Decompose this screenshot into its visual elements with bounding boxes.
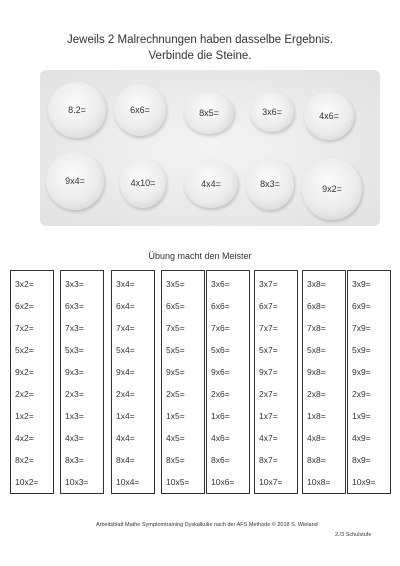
exercise-cell: 1x7= xyxy=(259,411,278,421)
stone-label: 4x10= xyxy=(130,178,156,188)
stone xyxy=(184,160,238,208)
exercise-cell: 4x9= xyxy=(352,433,371,443)
exercise-cell: 7x2= xyxy=(15,323,34,333)
exercise-cell: 6x9= xyxy=(352,301,371,311)
exercise-cell: 2x2= xyxy=(15,389,34,399)
exercise-cell: 7x4= xyxy=(116,323,135,333)
exercise-cell: 2x4= xyxy=(116,389,135,399)
exercise-cell: 3x5= xyxy=(166,279,185,289)
exercise-cell: 6x6= xyxy=(211,301,230,311)
exercise-cell: 2x9= xyxy=(352,389,371,399)
stone-label: 4x6= xyxy=(319,111,339,121)
exercise-cell: 10x5= xyxy=(166,477,190,487)
stone-label: 3x6= xyxy=(262,107,282,117)
exercise-cell: 9x4= xyxy=(116,367,135,377)
exercise-cell: 3x9= xyxy=(352,279,371,289)
exercise-cell: 5x7= xyxy=(259,345,278,355)
exercise-cell: 1x4= xyxy=(116,411,135,421)
exercise-cell: 10x6= xyxy=(211,477,235,487)
exercise-cell: 2x3= xyxy=(65,389,84,399)
practice-title: Übung macht den Meister xyxy=(148,251,252,261)
exercise-cell: 7x8= xyxy=(307,323,326,333)
exercise-cell: 7x7= xyxy=(259,323,278,333)
exercise-cell: 3x3= xyxy=(65,279,84,289)
exercise-cell: 8x6= xyxy=(211,455,230,465)
exercise-cell: 3x2= xyxy=(15,279,34,289)
exercise-cell: 9x3= xyxy=(65,367,84,377)
exercise-cell: 7x5= xyxy=(166,323,185,333)
exercise-cell: 3x4= xyxy=(116,279,135,289)
exercise-cell: 3x7= xyxy=(259,279,278,289)
exercise-cell: 8x3= xyxy=(65,455,84,465)
exercise-cell: 4x3= xyxy=(65,433,84,443)
exercise-column xyxy=(302,270,346,494)
stone xyxy=(48,82,106,138)
exercise-cell: 4x2= xyxy=(15,433,34,443)
exercise-cell: 1x5= xyxy=(166,411,185,421)
exercise-cell: 5x3= xyxy=(65,345,84,355)
exercise-cell: 8x8= xyxy=(307,455,326,465)
exercise-cell: 1x6= xyxy=(211,411,230,421)
exercise-cell: 6x7= xyxy=(259,301,278,311)
exercise-cell: 9x6= xyxy=(211,367,230,377)
exercise-cell: 10x4= xyxy=(116,477,140,487)
exercise-cell: 5x9= xyxy=(352,345,371,355)
exercise-cell: 2x5= xyxy=(166,389,185,399)
exercise-column xyxy=(206,270,250,494)
stone-label: 9x2= xyxy=(322,184,342,194)
stone-label: 8x3= xyxy=(260,179,280,189)
exercise-cell: 9x9= xyxy=(352,367,371,377)
exercise-cell: 4x5= xyxy=(166,433,185,443)
stone xyxy=(184,92,234,134)
exercise-cell: 6x3= xyxy=(65,301,84,311)
exercise-cell: 2x8= xyxy=(307,389,326,399)
exercise-cell: 9x8= xyxy=(307,367,326,377)
exercise-cell: 10x3= xyxy=(65,477,89,487)
exercise-cell: 1x2= xyxy=(15,411,34,421)
footer-credit: Arbeitsblatt Mathe Symptomtraining Dyskalkulie nach der AFS Methode © 2018 S. Wieland xyxy=(96,522,318,528)
exercise-cell: 8x9= xyxy=(352,455,371,465)
exercise-cell: 10x2= xyxy=(15,477,39,487)
exercise-cell: 7x6= xyxy=(211,323,230,333)
stone xyxy=(302,158,362,220)
stone xyxy=(304,92,354,140)
stone xyxy=(114,84,166,136)
exercise-cell: 7x9= xyxy=(352,323,371,333)
exercise-cell: 9x7= xyxy=(259,367,278,377)
stone xyxy=(46,152,104,210)
exercise-cell: 9x5= xyxy=(166,367,185,377)
exercise-cell: 1x3= xyxy=(65,411,84,421)
exercise-cell: 3x8= xyxy=(307,279,326,289)
stone xyxy=(250,92,294,132)
exercise-cell: 4x8= xyxy=(307,433,326,443)
stone xyxy=(120,158,166,208)
stones-photo xyxy=(40,70,380,226)
exercise-cell: 10x7= xyxy=(259,477,283,487)
exercise-cell: 2x6= xyxy=(211,389,230,399)
footer-grade: 2./3 Schulstufe xyxy=(335,532,372,538)
exercise-column xyxy=(347,270,391,494)
exercise-cell: 5x4= xyxy=(116,345,135,355)
exercise-column xyxy=(161,270,205,494)
exercise-cell: 5x8= xyxy=(307,345,326,355)
stone-label: 6x6= xyxy=(130,105,150,115)
stone-label: 8x5= xyxy=(199,108,219,118)
exercise-cell: 3x6= xyxy=(211,279,230,289)
exercise-column xyxy=(60,270,104,494)
exercise-cell: 1x8= xyxy=(307,411,326,421)
exercise-cell: 1x9= xyxy=(352,411,371,421)
exercise-cell: 8x2= xyxy=(15,455,34,465)
instruction-line-2: Verbinde die Steine. xyxy=(148,50,252,62)
exercise-cell: 6x5= xyxy=(166,301,185,311)
exercise-cell: 6x8= xyxy=(307,301,326,311)
exercise-cell: 5x5= xyxy=(166,345,185,355)
exercise-cell: 5x2= xyxy=(15,345,34,355)
exercise-cell: 7x3= xyxy=(65,323,84,333)
exercise-cell: 4x7= xyxy=(259,433,278,443)
exercise-cell: 10x8= xyxy=(307,477,331,487)
stone-label: 4x4= xyxy=(201,179,221,189)
exercise-cell: 8x7= xyxy=(259,455,278,465)
exercise-cell: 9x2= xyxy=(15,367,34,377)
exercise-cell: 6x2= xyxy=(15,301,34,311)
exercise-cell: 5x6= xyxy=(211,345,230,355)
instruction-line-1: Jeweils 2 Malrechnungen haben dasselbe Ergebnis. xyxy=(67,34,333,46)
exercise-cell: 6x4= xyxy=(116,301,135,311)
exercise-cell: 8x5= xyxy=(166,455,185,465)
stone-label: 9x4= xyxy=(65,176,85,186)
exercise-cell: 8x4= xyxy=(116,455,135,465)
exercise-column xyxy=(111,270,155,494)
exercise-column xyxy=(10,270,54,494)
exercise-cell: 4x4= xyxy=(116,433,135,443)
stone-label: 8.2= xyxy=(68,105,86,115)
exercise-cell: 2x7= xyxy=(259,389,278,399)
exercise-cell: 10x9= xyxy=(352,477,376,487)
stone xyxy=(246,158,294,210)
exercise-column xyxy=(254,270,298,494)
exercise-cell: 4x6= xyxy=(211,433,230,443)
